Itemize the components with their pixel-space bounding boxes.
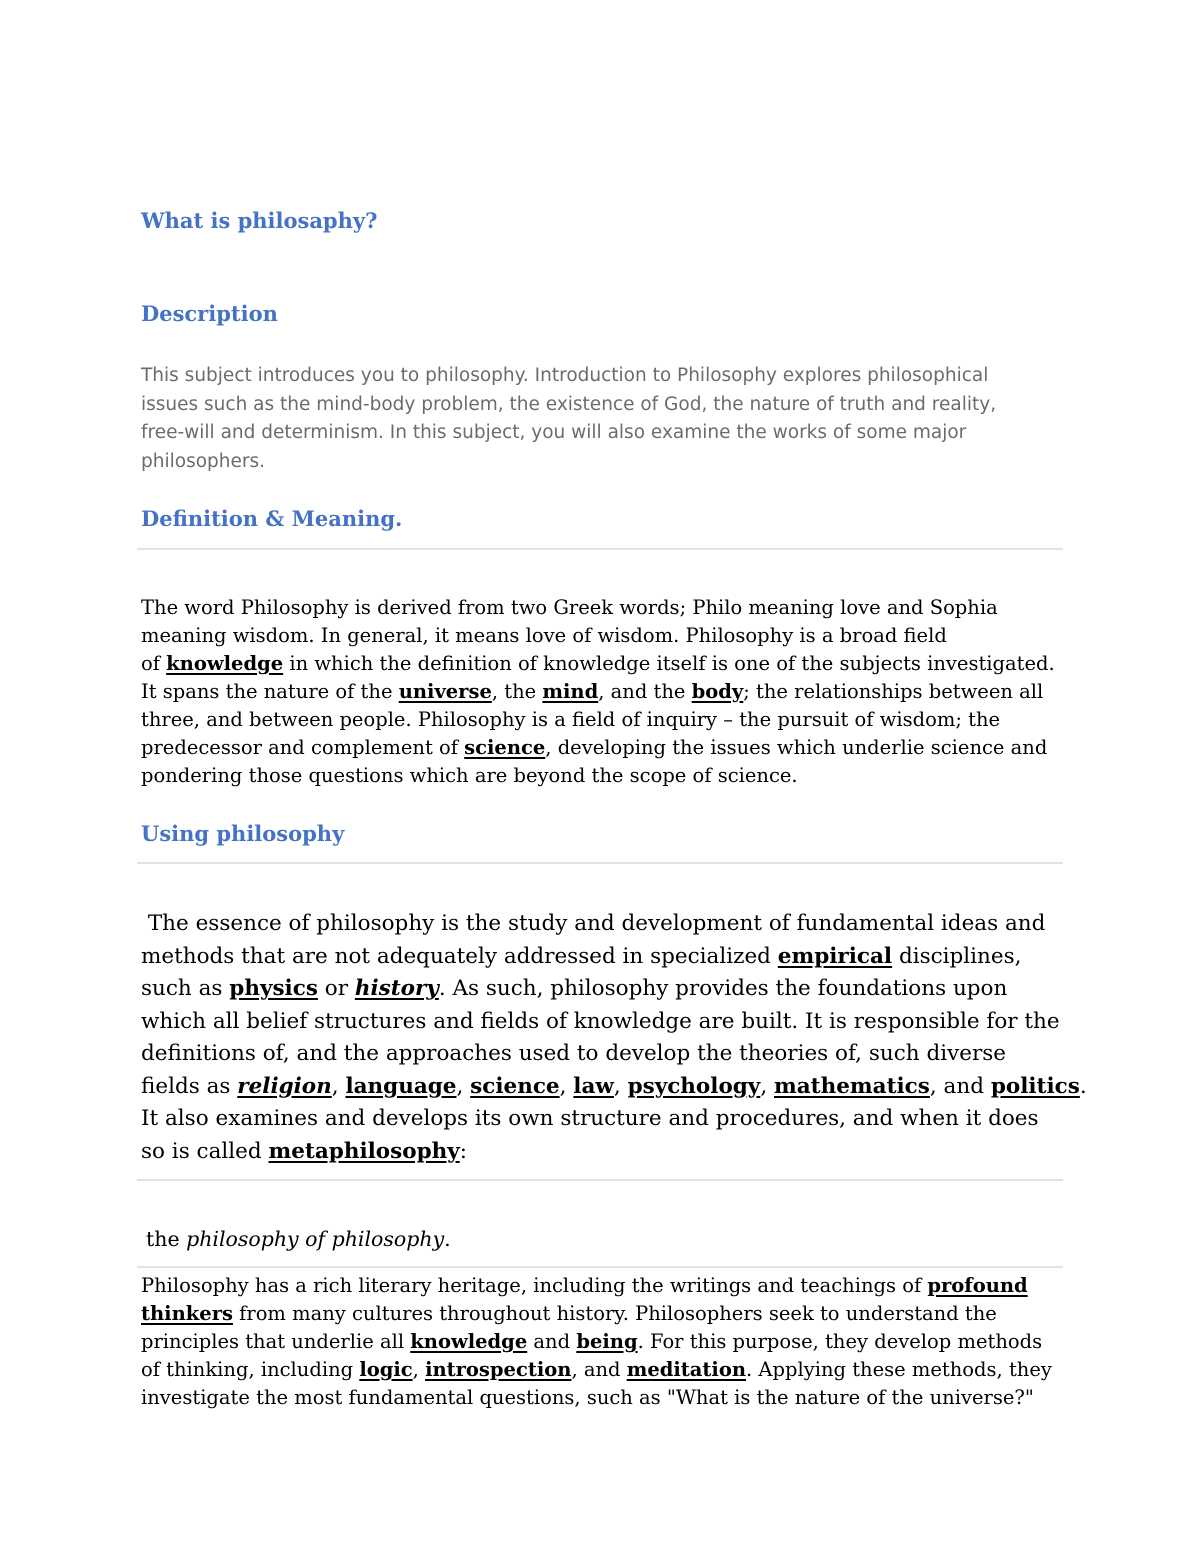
link-religion[interactable]: religion <box>237 1073 332 1099</box>
text-run: in which the definition of knowledge itself is one of the subjects investigated. <box>283 652 1055 675</box>
definition-heading: Definition & Meaning. <box>141 506 403 531</box>
link-logic[interactable]: logic <box>359 1358 413 1381</box>
paragraph-line <box>141 734 1071 762</box>
link-psychology[interactable]: psychology <box>627 1073 761 1099</box>
paragraph-line <box>141 941 1056 974</box>
paragraph-line <box>141 1300 1056 1328</box>
definition-paragraph <box>141 594 1071 790</box>
text-run: predecessor and complement of <box>141 736 465 759</box>
link-mind[interactable]: mind <box>542 680 599 703</box>
heritage-paragraph <box>141 1272 1056 1412</box>
link-universe[interactable]: universe <box>398 680 492 703</box>
paragraph-line: pondering those questions which are beyond the scope of science. <box>141 764 798 787</box>
text-run: , <box>412 1358 426 1381</box>
text-run: fields as <box>141 1073 238 1099</box>
paragraph-line: three, and between people. Philosophy is a field of inquiry – the pursuit of wisdom; the <box>141 708 1001 731</box>
text-run: , developing the issues which underlie science and <box>545 736 1048 759</box>
text-run: , <box>559 1073 574 1099</box>
paragraph-line: The word Philosophy is derived from two Greek words; Philo meaning love and Sophia <box>141 596 998 619</box>
link-science[interactable]: science <box>470 1073 560 1099</box>
text-run: and <box>527 1330 577 1353</box>
section-divider <box>137 548 1063 550</box>
link-mathematics[interactable]: mathematics <box>773 1073 930 1099</box>
text-run: such as <box>141 976 230 1001</box>
link-physics[interactable]: physics <box>229 976 318 1001</box>
text-run: of thinking, including <box>141 1358 360 1381</box>
link-profound-thinkers[interactable]: profound <box>927 1274 1028 1297</box>
paragraph-line <box>141 1071 1087 1104</box>
text-run: disciplines, <box>892 943 1022 969</box>
text-run: or <box>317 976 355 1001</box>
text-run: principles that underlie all <box>141 1330 411 1353</box>
paragraph-line: definitions of, and the approaches used to develop the theories of, such diverse <box>141 1041 1006 1066</box>
section-divider <box>137 862 1063 864</box>
link-politics[interactable]: politics <box>990 1073 1080 1099</box>
paragraph-line: meaning wisdom. In general, it means love of wisdom. Philosophy is a broad field <box>141 624 947 647</box>
text-run: , <box>613 1073 628 1099</box>
text-run: methods that are not adequately addressed in specialized <box>141 943 778 969</box>
paragraph-line <box>141 973 1056 1006</box>
description-line: philosophers. <box>141 450 265 472</box>
italic-phrase: philosophy of philosophy <box>186 1227 445 1251</box>
metaphilosophy-definition <box>146 1224 451 1254</box>
link-language[interactable]: language <box>345 1073 457 1099</box>
text-run: , and <box>929 1073 991 1099</box>
paragraph-line: investigate the most fundamental questions, such as "What is the nature of the universe?" <box>141 1386 1034 1409</box>
paragraph-line <box>141 678 1071 706</box>
text-run: , <box>456 1073 471 1099</box>
text-run: It spans the nature of the <box>141 680 399 703</box>
paragraph-line: It also examines and develops its own structure and procedures, and when it does <box>141 1106 1039 1131</box>
text-run: Philosophy has a rich literary heritage, including the writings and teachings of <box>141 1274 928 1297</box>
link-meditation[interactable]: meditation <box>626 1358 747 1381</box>
description-line: free-will and determinism. In this subject, you will also examine the works of some major <box>141 422 967 443</box>
link-science[interactable]: science <box>464 736 546 759</box>
link-knowledge[interactable]: knowledge <box>410 1330 528 1353</box>
link-history[interactable]: history <box>354 976 439 1001</box>
text-run: , <box>331 1073 346 1099</box>
using-philosophy-paragraph <box>141 908 1087 1168</box>
link-knowledge[interactable]: knowledge <box>166 652 284 675</box>
section-divider <box>137 1266 1063 1268</box>
link-profound-thinkers[interactable]: thinkers <box>141 1302 233 1325</box>
text-run: from many cultures throughout history. Philosophers seek to understand the <box>232 1302 997 1325</box>
text-run: . Applying these methods, they <box>746 1358 1052 1381</box>
text-run: , and the <box>598 680 692 703</box>
text-run: . <box>444 1227 451 1251</box>
link-metaphilosophy[interactable]: metaphilosophy <box>268 1138 460 1164</box>
text-run: : <box>459 1138 467 1164</box>
description-line: This subject introduces you to philosophy. Introduction to Philosophy explores philosophical <box>141 365 989 386</box>
paragraph-line <box>141 1272 1056 1300</box>
using-philosophy-heading: Using philosophy <box>141 821 345 846</box>
paragraph-line <box>141 1328 1056 1356</box>
paragraph-line: which all belief structures and fields of knowledge are built. It is responsible for the <box>141 1008 1060 1034</box>
paragraph-line <box>141 1136 1056 1169</box>
link-being[interactable]: being <box>576 1330 638 1353</box>
description-heading: Description <box>141 301 278 326</box>
paragraph-line: The essence of philosophy is the study and development of fundamental ideas and <box>141 911 1046 936</box>
text-run: so is called <box>141 1138 269 1164</box>
text-run: of <box>141 652 167 675</box>
link-body[interactable]: body <box>691 680 744 703</box>
text-run: , <box>760 1073 774 1099</box>
text-run: . For this purpose, they develop methods <box>637 1330 1043 1353</box>
link-introspection[interactable]: introspection <box>425 1358 572 1381</box>
paragraph-line <box>141 1356 1056 1384</box>
section-divider <box>137 1179 1063 1181</box>
text-run: , and <box>571 1358 627 1381</box>
link-empirical[interactable]: empirical <box>777 943 893 969</box>
description-line: issues such as the mind-body problem, the existence of God, the nature of truth and reality, <box>141 393 997 415</box>
text-run: , the <box>491 680 543 703</box>
text-run: . As such, philosophy provides the foundations upon <box>438 976 1008 1001</box>
description-paragraph <box>141 362 1041 476</box>
link-law[interactable]: law <box>573 1073 614 1099</box>
text-run: . <box>1079 1073 1087 1099</box>
paragraph-line <box>141 650 1071 678</box>
page-title: What is philosaphy? <box>141 208 378 233</box>
text-run: ; the relationships between all <box>743 680 1044 703</box>
text-run: the <box>146 1227 187 1251</box>
